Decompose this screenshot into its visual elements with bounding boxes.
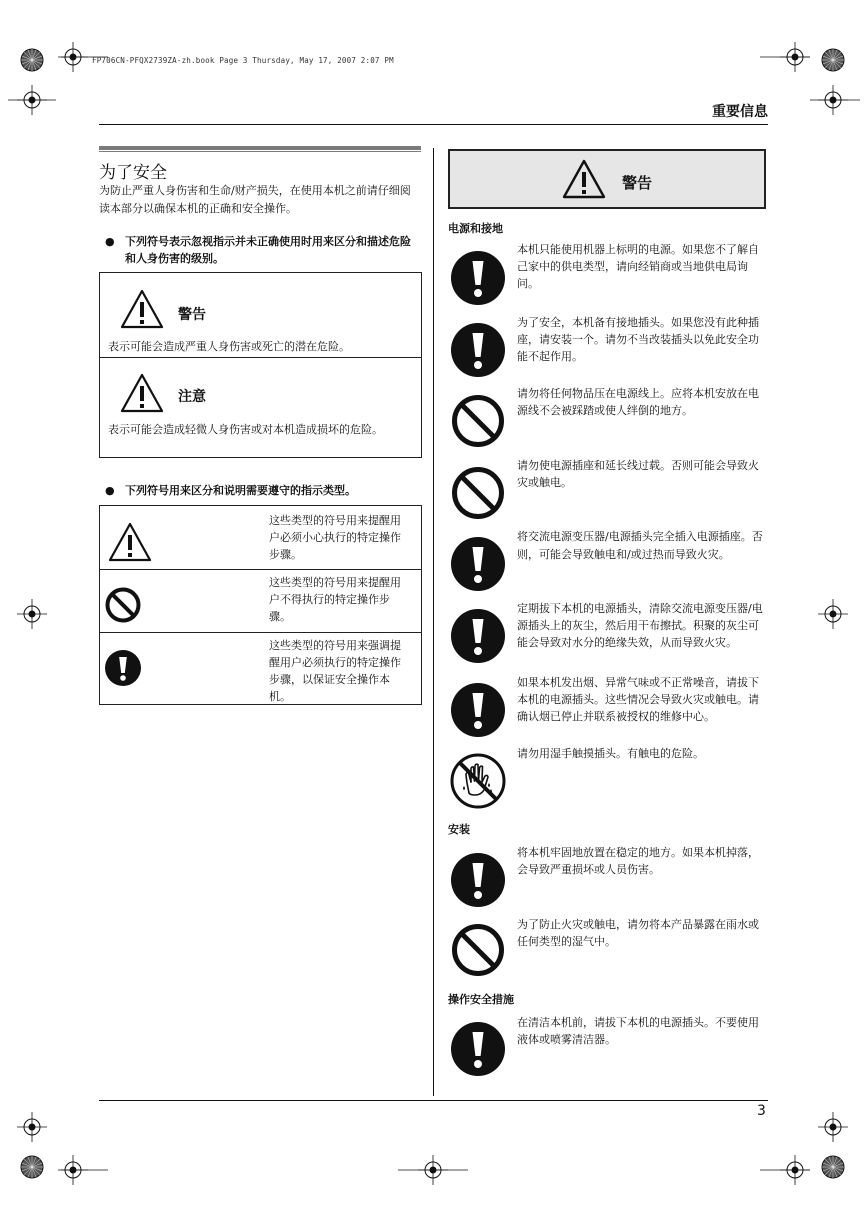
type-warning-text: 这些类型的符号用来提醒用户必须小心执行的特定操作步骤。 bbox=[269, 514, 401, 561]
mandatory-icon bbox=[450, 250, 506, 306]
mandatory-icon bbox=[450, 608, 506, 664]
book-file-info: FP706CN-PFQX2739ZA-zh.book Page 3 Thursday, May 17, 2007 2:07 PM bbox=[92, 56, 394, 65]
prohibited-icon bbox=[104, 586, 142, 624]
warning-banner bbox=[448, 149, 766, 209]
warning-triangle-icon bbox=[562, 159, 606, 199]
power-item-4-text: 请勿使电源插座和延长线过载。否则可能会导致火灾或触电。 bbox=[517, 459, 759, 489]
heading-power-grounding: 电源和接地 bbox=[448, 222, 503, 235]
footer-rule bbox=[99, 1100, 768, 1101]
install-item-2-text: 为了防止火灾或触电，请勿将本产品暴露在雨水或任何类型的湿气中。 bbox=[517, 918, 759, 948]
column-divider bbox=[433, 148, 434, 1096]
level-caution-label: 注意 bbox=[178, 389, 206, 405]
heading-installation: 安装 bbox=[448, 823, 470, 836]
prohibited-icon bbox=[450, 922, 506, 978]
section-title-bar-thin bbox=[99, 151, 421, 152]
type-prohibited-text: 这些类型的符号用来提醒用户不得执行的特定操作步骤。 bbox=[269, 576, 401, 623]
level-warning-desc: 表示可能会造成严重人身伤害或死亡的潜在危险。 bbox=[108, 340, 350, 353]
hazard-levels-box bbox=[99, 272, 422, 458]
bullet-dot: ● bbox=[105, 235, 115, 248]
no-wet-hands-icon bbox=[450, 753, 506, 809]
mandatory-icon bbox=[104, 649, 142, 687]
operation-item-1-text: 在清洁本机前，请拔下本机的电源插头。不要使用液体或喷雾清洁器。 bbox=[517, 1016, 759, 1046]
instruction-types-table bbox=[99, 505, 422, 705]
prohibited-icon bbox=[450, 465, 506, 521]
bullet-dot: ● bbox=[105, 484, 115, 497]
warning-triangle-icon bbox=[108, 522, 152, 562]
power-item-1-text: 本机只能使用机器上标明的电源。如果您不了解自己家中的供电类型，请向经销商或当地供电局询问。 bbox=[517, 243, 759, 290]
table-row-divider bbox=[100, 569, 421, 570]
power-item-3-text: 请勿将任何物品压在电源线上。应将本机安放在电源线不会被踩踏或使人绊倒的地方。 bbox=[517, 387, 759, 417]
page-number: 3 bbox=[757, 1103, 766, 1119]
power-item-7-text: 如果本机发出烟、异常气味或不正常噪音，请拔下本机的电源插头。这些情况会导致火灾或触电。请确认烟已停止并联系被授权的维修中心。 bbox=[517, 676, 759, 723]
mandatory-icon bbox=[450, 322, 506, 378]
mandatory-icon bbox=[450, 1021, 506, 1077]
page-header-title: 重要信息 bbox=[712, 104, 768, 120]
table-row-divider bbox=[100, 632, 421, 633]
power-item-2-text: 为了安全，本机备有接地插头。如果您没有此种插座，请安装一个。请勿不当改装插头以免此安全功能不起作用。 bbox=[517, 316, 759, 363]
header-rule bbox=[99, 124, 768, 125]
level-warning-label: 警告 bbox=[178, 307, 206, 323]
power-item-8-text: 请勿用湿手触摸插头。有触电的危险。 bbox=[517, 747, 704, 760]
install-item-1-text: 将本机牢固地放置在稳定的地方。如果本机掉落，会导致严重损坏或人员伤害。 bbox=[517, 846, 759, 876]
power-item-6-text: 定期拔下本机的电源插头，清除交流电源变压器/电源插头上的灰尘，然后用干布擦拭。积聚的灰尘可能会导致对水分的绝缘失效，从而导致火灾。 bbox=[517, 602, 763, 649]
warning-triangle-icon bbox=[120, 289, 164, 329]
caution-triangle-icon bbox=[120, 373, 164, 413]
bullet-hazard-levels-text: 下列符号表示忽视指示并未正确使用时用来区分和描述危险和人身伤害的级别。 bbox=[125, 235, 411, 265]
warning-banner-label: 警告 bbox=[622, 174, 653, 192]
heading-operation-safety: 操作安全措施 bbox=[448, 993, 514, 1006]
mandatory-icon bbox=[450, 682, 506, 738]
mandatory-icon bbox=[450, 852, 506, 908]
section-title: 为了安全 bbox=[99, 163, 167, 183]
mandatory-icon bbox=[450, 536, 506, 592]
bullet-instruction-types-text: 下列符号用来区分和说明需要遵守的指示类型。 bbox=[125, 484, 356, 497]
intro-paragraph: 为防止严重人身伤害和生命/财产损失，在使用本机之前请仔细阅读本部分以确保本机的正确和安全操作。 bbox=[99, 184, 411, 215]
section-title-bar bbox=[99, 146, 421, 150]
power-item-5-text: 将交流电源变压器/电源插头完全插入电源插座。否则，可能会导致触电和/或过热而导致火灾。 bbox=[517, 530, 763, 561]
prohibited-icon bbox=[450, 393, 506, 449]
type-mandatory-text: 这些类型的符号用来强调提醒用户必须执行的特定操作步骤，以保证安全操作本机。 bbox=[269, 639, 401, 703]
level-caution-desc: 表示可能会造成轻微人身伤害或对本机造成损坏的危险。 bbox=[108, 423, 383, 436]
levels-divider bbox=[100, 357, 421, 358]
